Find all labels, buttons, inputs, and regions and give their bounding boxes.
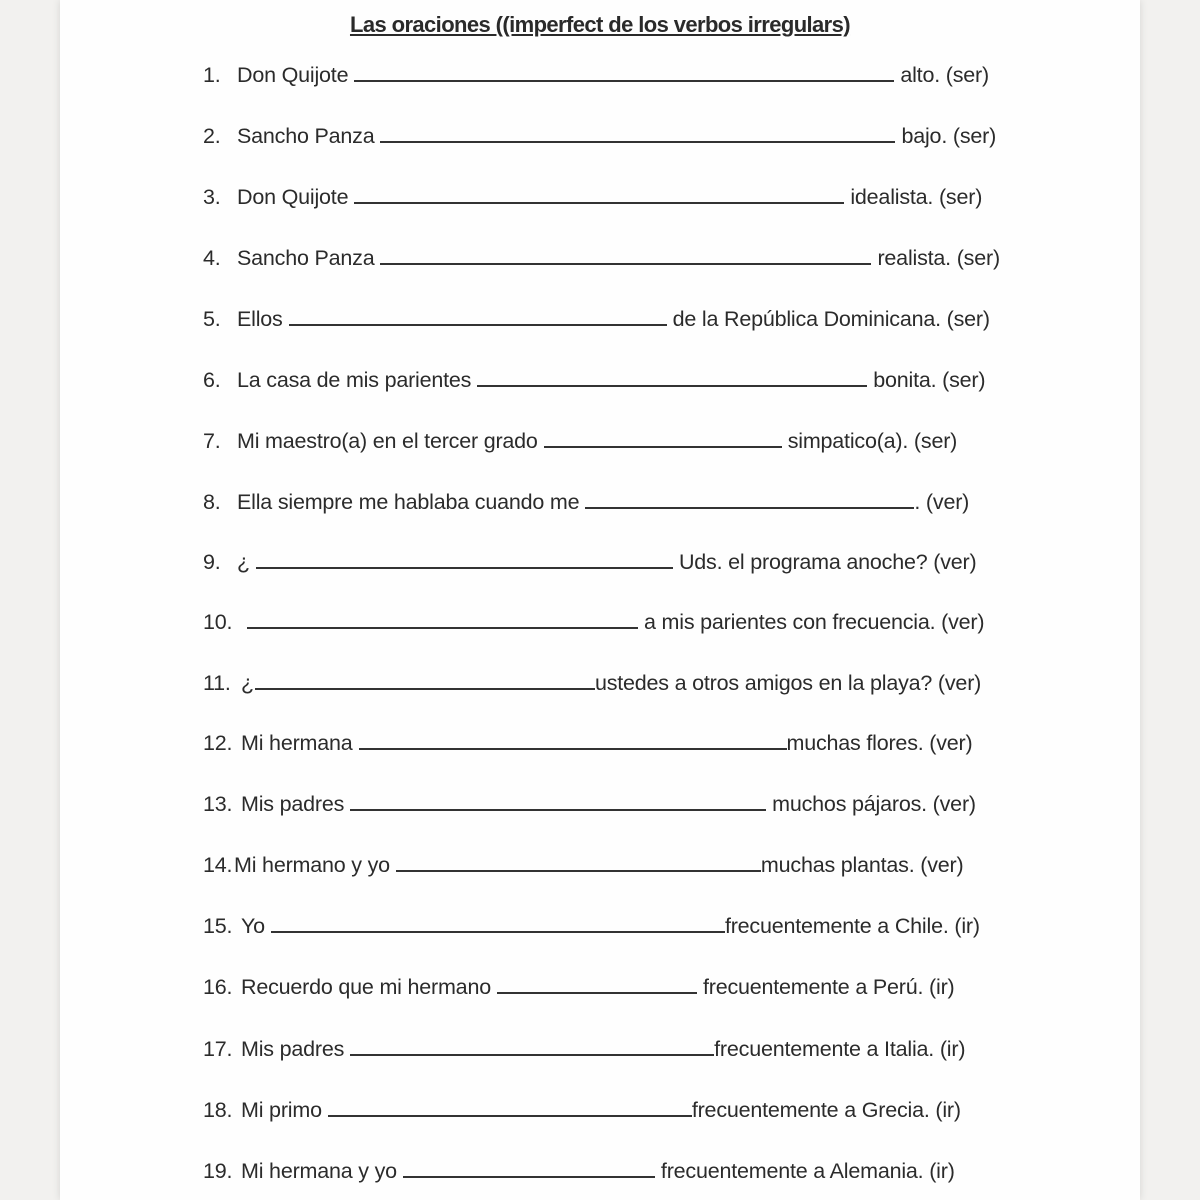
item-prefix: Ella siempre me hablaba cuando me [237, 490, 580, 514]
item-suffix: frecuentemente a Alemania. (ir) [660, 1159, 955, 1183]
worksheet-title: Las oraciones ((imperfect de los verbos irregulars) [349, 12, 851, 37]
item-prefix: Mis padres [241, 1037, 345, 1061]
item-suffix: bajo. (ser) [901, 124, 997, 148]
answer-blank[interactable] [256, 549, 673, 569]
item-prefix: Mi hermana y yo [241, 1159, 397, 1183]
answer-blank[interactable] [271, 913, 725, 933]
answer-blank[interactable] [350, 791, 766, 811]
answer-blank[interactable] [359, 730, 787, 750]
answer-blank[interactable] [396, 852, 761, 872]
exercise-item [203, 306, 990, 332]
item-number: 4. [203, 246, 221, 270]
item-number: 2. [203, 124, 221, 148]
item-suffix: bonita. (ser) [873, 368, 986, 392]
item-prefix: Recuerdo que mi hermano [241, 975, 491, 999]
answer-blank[interactable] [255, 670, 595, 690]
item-number: 10. [203, 610, 233, 634]
exercise-item [203, 428, 957, 454]
exercise-item [203, 730, 972, 756]
item-prefix: Sancho Panza [237, 246, 375, 270]
item-number: 15. [203, 914, 233, 938]
item-suffix: realista. (ser) [877, 246, 1000, 270]
exercise-item [203, 123, 996, 149]
item-suffix: muchos pájaros. (ver) [772, 792, 976, 816]
item-number: 12. [203, 731, 233, 755]
item-number: 16. [203, 975, 233, 999]
item-suffix: ustedes a otros amigos en la playa? (ver) [594, 671, 982, 695]
item-suffix: frecuentemente a Italia. (ir) [714, 1037, 966, 1061]
answer-blank[interactable] [544, 428, 782, 448]
answer-blank[interactable] [247, 609, 638, 629]
item-suffix: muchas flores. (ver) [786, 731, 973, 755]
item-number: 19. [203, 1159, 233, 1183]
item-suffix: idealista. (ser) [850, 185, 983, 209]
item-suffix: frecuentemente a Perú. (ir) [702, 975, 955, 999]
item-prefix: Mi maestro(a) en el tercer grado [237, 429, 538, 453]
exercise-item [203, 245, 1000, 271]
item-number: 7. [203, 429, 221, 453]
item-number: 8. [203, 490, 221, 514]
answer-blank[interactable] [585, 489, 914, 509]
item-prefix: Yo [241, 914, 265, 938]
exercise-item [203, 1036, 965, 1062]
exercise-item [203, 549, 976, 575]
exercise-item [203, 609, 984, 635]
item-suffix: de la República Dominicana. (ser) [672, 307, 990, 331]
item-prefix: Ellos [237, 307, 283, 331]
item-suffix: alto. (ser) [900, 63, 989, 87]
item-prefix: Sancho Panza [237, 124, 375, 148]
exercise-item [203, 913, 980, 939]
item-prefix: Mi hermana [241, 731, 353, 755]
item-number: 6. [203, 368, 221, 392]
answer-blank[interactable] [380, 123, 895, 143]
item-prefix: Mi primo [241, 1098, 322, 1122]
item-number: 11. [203, 671, 231, 695]
item-prefix: ¿ [237, 550, 250, 574]
item-suffix: simpatico(a). (ser) [787, 429, 958, 453]
exercise-item [203, 367, 985, 393]
item-number: 17. [203, 1037, 233, 1061]
item-prefix: Mi hermano y yo [234, 853, 390, 877]
exercise-item [203, 62, 989, 88]
item-suffix: Uds. el programa anoche? (ver) [678, 550, 977, 574]
worksheet-page [60, 0, 1140, 1200]
item-suffix: muchas plantas. (ver) [760, 853, 964, 877]
item-number: 9. [203, 550, 221, 574]
answer-blank[interactable] [350, 1036, 714, 1056]
item-suffix: a mis parientes con frecuencia. (ver) [644, 610, 985, 634]
item-prefix: Don Quijote [237, 63, 349, 87]
exercise-item [203, 1097, 961, 1123]
exercise-item [203, 791, 976, 817]
answer-blank[interactable] [289, 306, 667, 326]
answer-blank[interactable] [354, 184, 844, 204]
answer-blank[interactable] [497, 974, 697, 994]
answer-blank[interactable] [354, 62, 894, 82]
exercise-item [203, 852, 963, 878]
answer-blank[interactable] [403, 1158, 655, 1178]
exercise-item [203, 184, 982, 210]
item-number: 18. [203, 1098, 233, 1122]
answer-blank[interactable] [477, 367, 867, 387]
exercise-item [203, 974, 955, 1000]
item-suffix: frecuentemente a Chile. (ir) [724, 914, 980, 938]
answer-blank[interactable] [328, 1097, 692, 1117]
exercise-item [203, 489, 969, 515]
item-number: 13. [203, 792, 233, 816]
item-prefix: ¿ [241, 671, 254, 695]
answer-blank[interactable] [380, 245, 871, 265]
item-suffix: . (ver) [914, 490, 970, 514]
item-number: 14. [203, 853, 233, 877]
item-number: 3. [203, 185, 221, 209]
item-number: 5. [203, 307, 221, 331]
item-suffix: frecuentemente a Grecia. (ir) [691, 1098, 961, 1122]
item-prefix: Don Quijote [237, 185, 349, 209]
exercise-item [203, 1158, 955, 1184]
item-number: 1. [203, 63, 221, 87]
item-prefix: Mis padres [241, 792, 345, 816]
item-prefix: La casa de mis parientes [237, 368, 472, 392]
exercise-item [203, 670, 981, 696]
